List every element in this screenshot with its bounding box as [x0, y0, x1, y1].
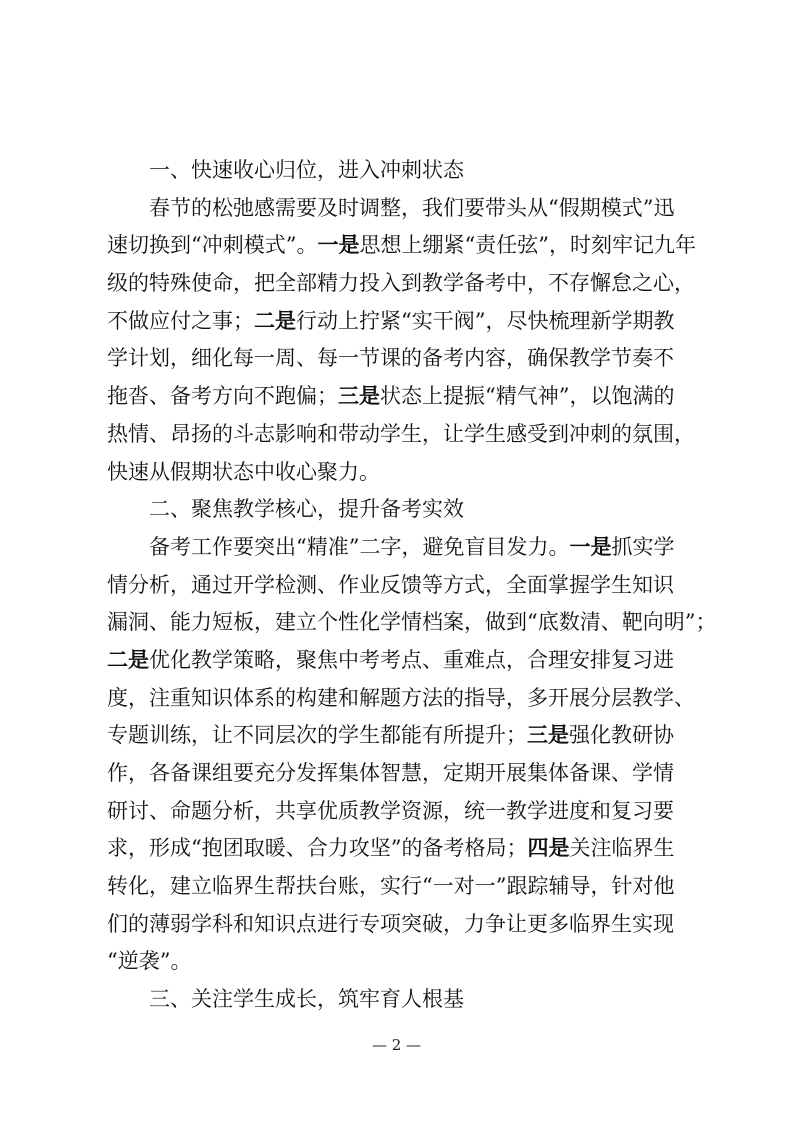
section-heading [107, 981, 613, 1019]
document-body [107, 152, 717, 1019]
paragraph-line [107, 416, 695, 454]
text-run: 转化，建立临界生帮扶台账，实行“一对一”跟踪辅导，针对他 [107, 874, 675, 899]
paragraph-line [107, 303, 675, 341]
text-run: 热情、昂扬的斗志影响和带动学生，让学生感受到冲刺的氛围， [107, 421, 695, 446]
emphasis-text: 二是 [107, 647, 149, 672]
section-heading [107, 152, 613, 190]
paragraph-line [107, 378, 675, 416]
paragraph-line [107, 793, 674, 831]
text-run: 快速从假期状态中收心聚力。 [107, 459, 380, 484]
paragraph-line [107, 227, 696, 265]
paragraph-line [107, 943, 613, 981]
text-run: 强化教研协 [569, 723, 674, 748]
paragraph-line [107, 680, 695, 718]
emphasis-text: 一是 [569, 534, 612, 559]
text-run: 学计划，细化每一周、每一节课的备考内容，确保教学节奏不 [107, 346, 674, 371]
text-run: 度，注重知识体系的构建和解题方法的指导，多开展分层教学、 [107, 685, 695, 710]
text-run: 三、关注学生成长，筑牢育人根基 [149, 987, 464, 1012]
emphasis-text: 二是 [254, 308, 296, 333]
paragraph-line [107, 190, 675, 228]
text-run: 们的薄弱学科和知识点进行专项突破，力争让更多临界生实现 [107, 911, 674, 936]
text-run: 漏洞、能力短板，建立个性化学情档案，做到“底数清、靶向明”； [107, 610, 717, 635]
paragraph-line [107, 830, 675, 868]
text-run: 优化教学策略，聚焦中考考点、重难点，合理安排复习进 [149, 647, 674, 672]
text-run: 状态上提振“精气神”，以饱满的 [380, 384, 675, 409]
text-run: 备考工作要突出“精准”二字，避免盲目发力。 [149, 534, 570, 559]
text-run: 关注临界生 [569, 836, 675, 861]
paragraph-line [107, 454, 613, 492]
text-run: 一、快速收心归位，进入冲刺状态 [149, 158, 464, 182]
paragraph-line [107, 340, 674, 378]
emphasis-text: 三是 [338, 384, 380, 409]
paragraph-line [107, 906, 674, 944]
emphasis-text: 一是 [317, 233, 360, 258]
text-run: 级的特殊使命，把全部精力投入到教学备考中，不存懈怠之心， [107, 271, 695, 296]
emphasis-text: 四是 [527, 836, 570, 861]
text-run: 抓实学 [611, 534, 675, 559]
text-run: 专题训练，让不同层次的学生都能有所提升； [107, 723, 527, 748]
text-run: 不做应付之事； [107, 308, 254, 333]
page-number: — 2 — [371, 1036, 422, 1054]
text-run: 作，各备课组要充分发挥集体智慧，定期开展集体备课、学情 [107, 761, 674, 785]
paragraph-line [107, 717, 674, 755]
paragraph-line [107, 567, 674, 605]
text-run: 春节的松弛感需要及时调整，我们要带头从“假期模式”迅 [149, 195, 675, 220]
text-run: 求，形成“抱团取暖、合力攻坚”的备考格局； [107, 836, 528, 861]
text-run: 研讨、命题分析，共享优质教学资源，统一教学进度和复习要 [107, 798, 674, 823]
paragraph-line [107, 604, 717, 642]
text-run: 思想上绷紧“责任弦”，时刻牢记九年 [359, 233, 696, 258]
paragraph-line [107, 868, 675, 906]
emphasis-text: 三是 [527, 723, 569, 748]
paragraph-line [107, 265, 695, 303]
paragraph-line [107, 529, 675, 567]
paragraph-line [107, 755, 674, 793]
text-run: 拖沓、备考方向不跑偏； [107, 384, 338, 409]
text-run: 二、聚焦教学核心，提升备考实效 [149, 497, 464, 522]
text-run: 速切换到“冲刺模式”。 [107, 233, 318, 258]
section-heading [107, 491, 613, 529]
text-run: 行动上拧紧“实干阀”，尽快梳理新学期教 [296, 308, 675, 333]
paragraph-line [107, 642, 674, 680]
text-run: 情分析，通过开学检测、作业反馈等方式，全面掌握学生知识 [107, 572, 674, 597]
text-run: “逆袭”。 [107, 949, 192, 974]
